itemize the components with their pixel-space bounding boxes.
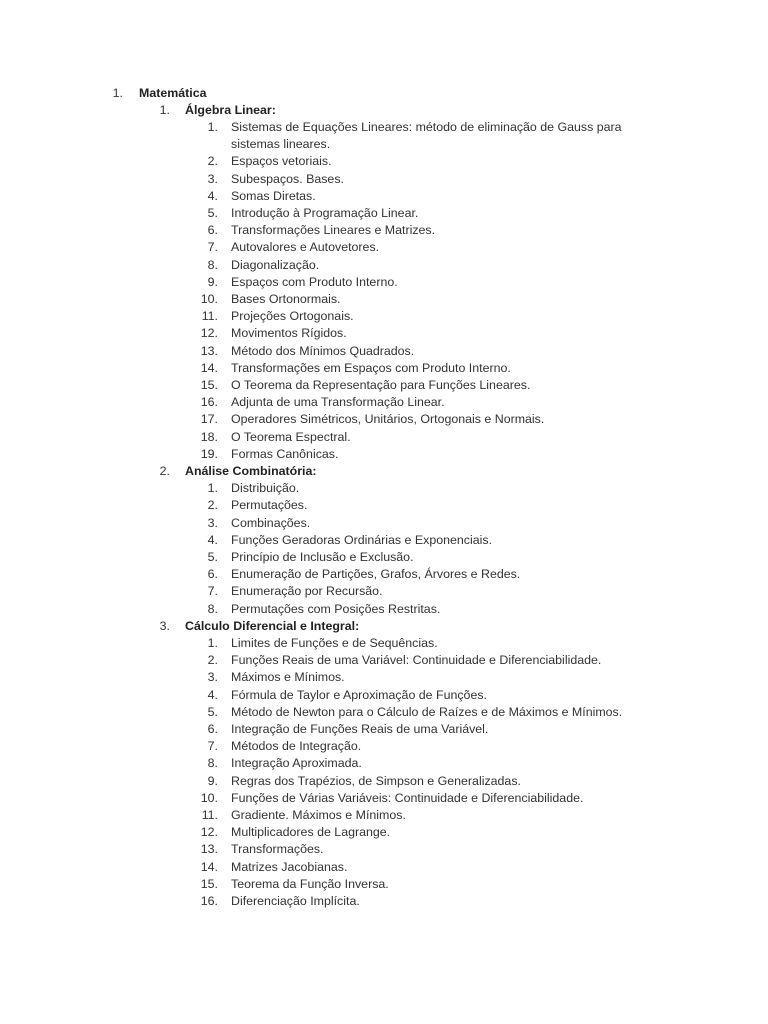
list-item-number: 5. — [207, 549, 218, 564]
list-item-number: 7. — [207, 240, 218, 255]
list-item-text: Combinações. — [231, 515, 311, 530]
list-item — [0, 566, 768, 583]
list-item-text: Funções Geradoras Ordinárias e Exponenciais. — [231, 532, 493, 547]
list-item-text: O Teorema Espectral. — [231, 429, 351, 444]
list-item-number: 2. — [207, 154, 218, 169]
list-item-number: 1. — [207, 481, 218, 496]
list-item — [0, 446, 768, 463]
list-item-number: 2. — [159, 463, 170, 478]
list-item-number: 3. — [207, 515, 218, 530]
list-item-number: 10. — [200, 790, 218, 805]
list-item-number: 2. — [207, 498, 218, 513]
list-item-text: Permutações com Posições Restritas. — [231, 601, 441, 616]
list-item-text: Matrizes Jacobianas. — [231, 859, 348, 874]
list-item-number: 8. — [207, 601, 218, 616]
list-item — [0, 532, 768, 549]
list-item-text: Fórmula de Taylor e Aproximação de Funções. — [231, 687, 487, 702]
list-item-text: Autovalores e Autovetores. — [231, 240, 380, 255]
list-item-text: Espaços vetoriais. — [231, 154, 332, 169]
list-item — [0, 893, 768, 910]
list-item-text: Diferenciação Implícita. — [231, 893, 360, 908]
list-item-number: 6. — [207, 721, 218, 736]
list-item — [0, 480, 768, 497]
list-item — [0, 790, 768, 807]
list-item-number: 2. — [207, 653, 218, 668]
list-item-text: Transformações Lineares e Matrizes. — [231, 223, 436, 238]
list-item-text: Operadores Simétricos, Unitários, Ortogonais e Normais. — [231, 412, 545, 427]
list-item — [0, 205, 768, 222]
list-item-text: Máximos e Mínimos. — [231, 670, 345, 685]
list-item — [0, 687, 768, 704]
list-item-text: Introdução à Programação Linear. — [231, 205, 419, 220]
list-item-text: Princípio de Inclusão e Exclusão. — [231, 549, 414, 564]
list-item-number: 1. — [207, 119, 218, 134]
list-item-number: 14. — [200, 859, 218, 874]
list-item-number: 11. — [201, 309, 218, 324]
heading-text: Análise Combinatória: — [185, 463, 317, 478]
section-heading — [0, 102, 768, 119]
list-item-number: 3. — [207, 171, 218, 186]
list-item-text: Limites de Funções e de Sequências. — [231, 635, 438, 650]
section-heading — [0, 618, 768, 635]
list-item-number: 13. — [200, 842, 218, 857]
list-item-text: Método de Newton para o Cálculo de Raízes e de Máximos e Mínimos. — [231, 704, 623, 719]
list-item — [0, 291, 768, 308]
list-item-number: 14. — [200, 360, 218, 375]
list-item-number: 8. — [207, 257, 218, 272]
list-item — [0, 171, 768, 188]
list-item — [0, 394, 768, 411]
list-item-number: 1. — [159, 102, 170, 117]
list-item-text: Funções de Várias Variáveis: Continuidade e Diferenciabilidade. — [231, 790, 584, 805]
list-item — [0, 360, 768, 377]
list-item-text: sistemas lineares. — [231, 137, 331, 152]
list-item-number: 4. — [207, 687, 218, 702]
list-item-text: Integração Aproximada. — [231, 756, 362, 771]
list-item — [0, 635, 768, 652]
list-item-number: 3. — [159, 618, 170, 633]
list-item-number: 4. — [207, 188, 218, 203]
list-item-number: 11. — [201, 807, 218, 822]
list-item — [0, 257, 768, 274]
list-item — [0, 429, 768, 446]
list-item — [0, 669, 768, 686]
list-item-text: Teorema da Função Inversa. — [231, 876, 389, 891]
list-item-text: Projeções Ortogonais. — [231, 309, 354, 324]
list-item-text: O Teorema da Representação para Funções Lineares. — [231, 377, 531, 392]
list-item — [0, 119, 768, 136]
list-item-number: 15. — [200, 377, 218, 392]
list-item — [0, 652, 768, 669]
list-item-number: 10. — [200, 291, 218, 306]
list-item — [0, 239, 768, 256]
section-heading — [0, 463, 768, 480]
list-item-number: 7. — [207, 739, 218, 754]
list-item-number: 5. — [207, 205, 218, 220]
list-item-number: 9. — [207, 773, 218, 788]
list-item-text: Permutações. — [231, 498, 308, 513]
list-item — [0, 841, 768, 858]
list-item-number: 12. — [200, 326, 218, 341]
list-item — [0, 738, 768, 755]
list-item — [0, 153, 768, 170]
list-item — [0, 601, 768, 618]
list-item — [0, 325, 768, 342]
list-item-text: Movimentos Rígidos. — [231, 326, 347, 341]
list-item-number: 7. — [207, 584, 218, 599]
list-item-number: 6. — [207, 567, 218, 582]
list-item-number: 1. — [207, 635, 218, 650]
list-item — [0, 807, 768, 824]
list-item-number: 15. — [200, 876, 218, 891]
list-item — [0, 876, 768, 893]
list-item — [0, 411, 768, 428]
list-item — [0, 222, 768, 239]
list-item-number: 16. — [200, 395, 218, 410]
list-item — [0, 497, 768, 514]
list-item — [0, 721, 768, 738]
list-item-text: Enumeração de Partições, Grafos, Árvores e Redes. — [231, 567, 521, 582]
list-item — [0, 859, 768, 876]
list-item-number: 3. — [207, 670, 218, 685]
list-item-text: Gradiente. Máximos e Mínimos. — [231, 807, 406, 822]
list-item — [0, 274, 768, 291]
list-item-number: 18. — [200, 429, 218, 444]
list-item-number: 17. — [200, 412, 218, 427]
heading-text: Álgebra Linear: — [185, 102, 276, 117]
list-item-text: Diagonalização. — [231, 257, 320, 272]
list-item — [0, 343, 768, 360]
list-item — [0, 755, 768, 772]
list-item-number: 5. — [207, 704, 218, 719]
outline-title — [0, 85, 768, 102]
list-item — [0, 704, 768, 721]
list-item — [0, 583, 768, 600]
list-item-number: 12. — [200, 825, 218, 840]
list-item-text: Espaços com Produto Interno. — [231, 274, 398, 289]
list-item-number: 19. — [200, 446, 218, 461]
list-item-text: Transformações em Espaços com Produto Interno. — [231, 360, 511, 375]
list-item — [0, 773, 768, 790]
list-item-text: Método dos Mínimos Quadrados. — [231, 343, 415, 358]
list-item — [0, 824, 768, 841]
list-item-number: 6. — [207, 223, 218, 238]
list-item — [0, 515, 768, 532]
list-item-number: 16. — [200, 893, 218, 908]
heading-text: Cálculo Diferencial e Integral: — [185, 618, 360, 633]
list-item — [0, 308, 768, 325]
list-item-number: 13. — [200, 343, 218, 358]
list-item-text: Métodos de Integração. — [231, 739, 362, 754]
list-item-number: 8. — [207, 756, 218, 771]
list-item-text: Formas Canônicas. — [231, 446, 339, 461]
list-item-text: Somas Diretas. — [231, 188, 316, 203]
list-item — [0, 549, 768, 566]
list-item-number: 1. — [112, 85, 123, 100]
list-item-text: Bases Ortonormais. — [231, 291, 341, 306]
list-item-text: Regras dos Trapézios, de Simpson e Generalizadas. — [231, 773, 521, 788]
list-item — [0, 188, 768, 205]
list-item-text: Transformações. — [231, 842, 324, 857]
list-item-text: Distribuição. — [231, 481, 300, 496]
list-item-text: Integração de Funções Reais de uma Variável. — [231, 721, 489, 736]
list-item-text: Enumeração por Recursão. — [231, 584, 383, 599]
list-item-text: Multiplicadores de Lagrange. — [231, 825, 391, 840]
list-item-text: Subespaços. Bases. — [231, 171, 344, 186]
list-item-continuation — [0, 136, 768, 153]
list-item-text: Adjunta de uma Transformação Linear. — [231, 395, 445, 410]
list-item-number: 4. — [207, 532, 218, 547]
list-item-number: 9. — [207, 274, 218, 289]
list-item — [0, 377, 768, 394]
heading-text: Matemática — [139, 85, 207, 100]
list-item-text: Sistemas de Equações Lineares: método de eliminação de Gauss para — [231, 119, 622, 134]
list-item-text: Funções Reais de uma Variável: Continuidade e Diferenciabilidade. — [231, 653, 602, 668]
